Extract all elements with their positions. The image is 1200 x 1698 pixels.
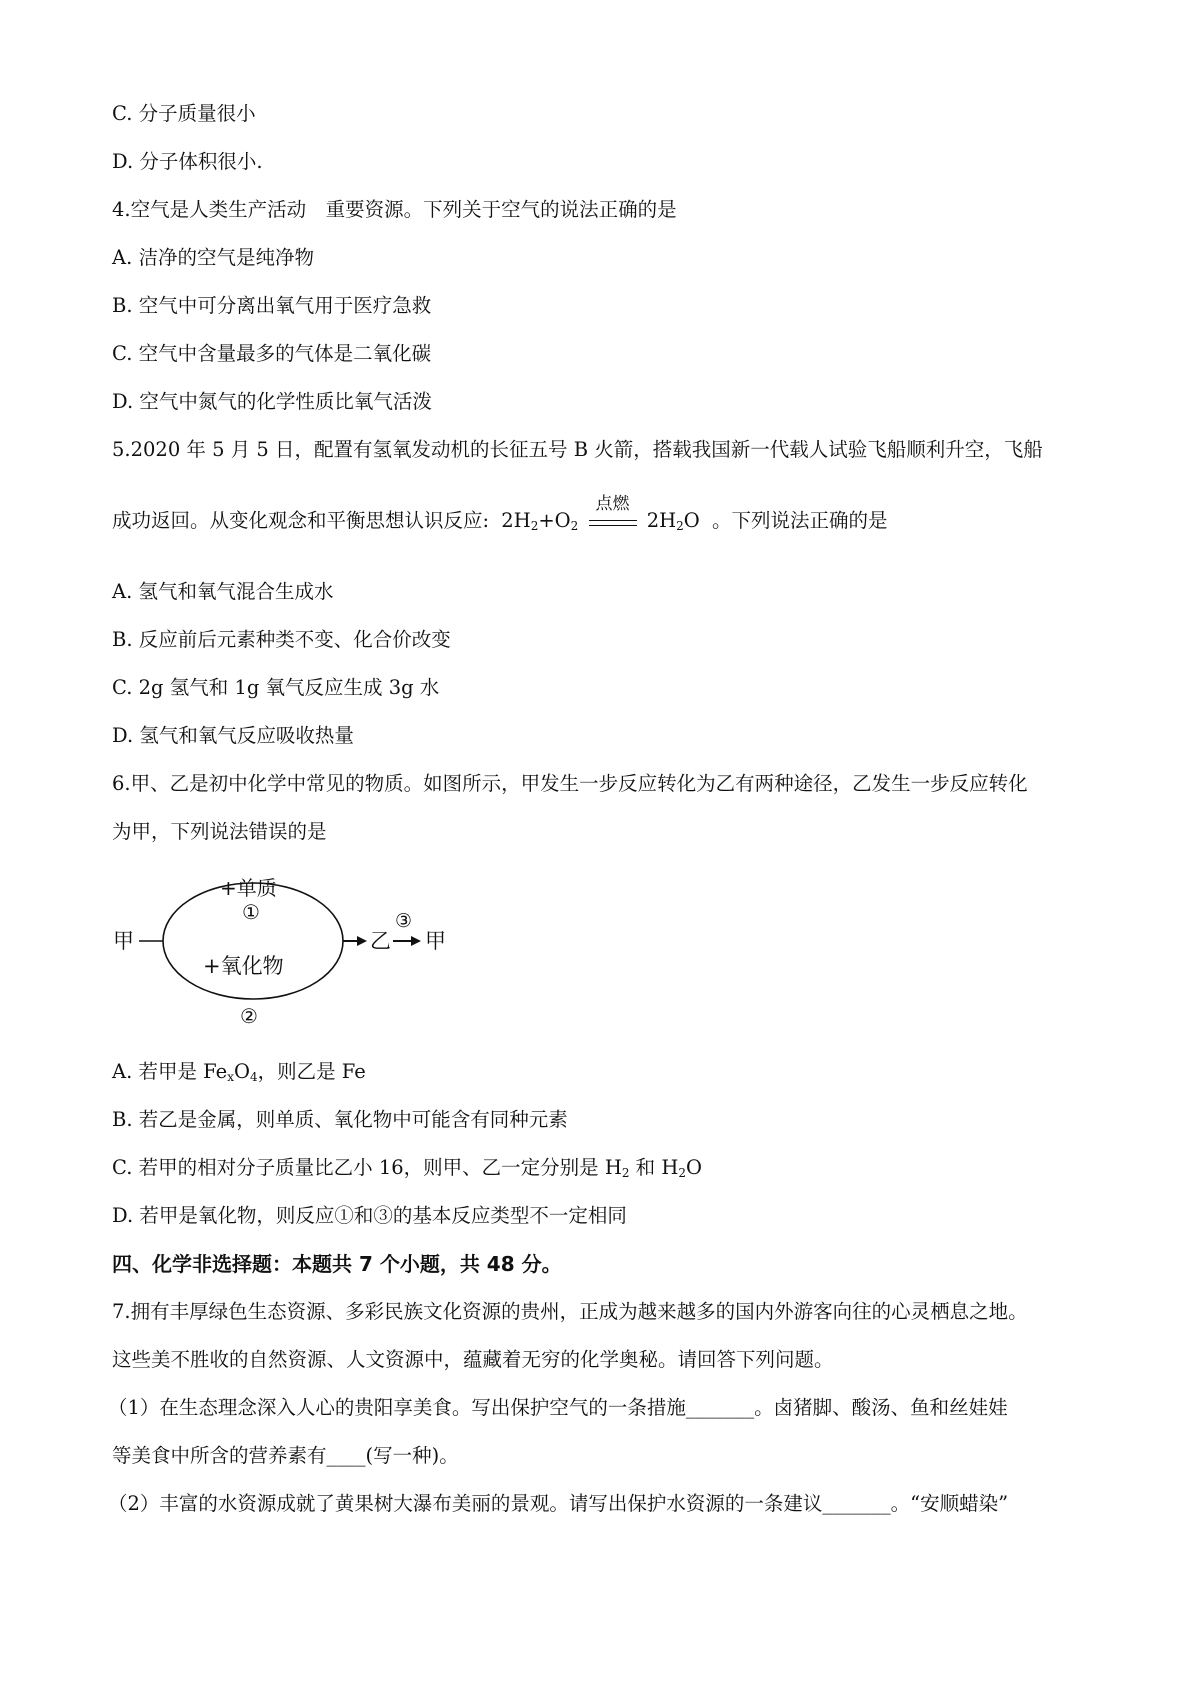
diagram-inner-label: +氧化物 <box>203 954 284 978</box>
diagram-bottom-number: ② <box>240 1004 258 1028</box>
q4-option-a: A. 洁净的空气是纯净物 <box>112 246 314 269</box>
q6-stem-line1: 6.甲、乙是初中化学中常见的物质。如图所示，甲发生一步反应转化为乙有两种途径，乙发生一步反应转化 <box>112 772 1028 795</box>
q5-stem-suffix: 。下列说法正确的是 <box>711 509 888 532</box>
diagram-step3: ③ <box>395 910 413 932</box>
q6-a-suffix: ，则乙是 Fe <box>257 1060 366 1083</box>
q6-a-prefix: A. 若甲是 Fe <box>112 1060 228 1083</box>
eq-product: 2H <box>646 509 677 532</box>
eq-reactant-o: +O <box>538 509 571 532</box>
q5-option-d: D. 氢气和氧气反应吸收热量 <box>112 724 354 747</box>
q6-c-mid: 和 H <box>629 1156 679 1179</box>
q5-stem-line2 <box>112 493 888 535</box>
reaction-condition: 点燃 <box>595 493 630 514</box>
diagram-start: 甲 <box>113 929 134 953</box>
q4-option-d: D. 空气中氮气的化学性质比氧气活泼 <box>112 390 432 413</box>
eq-sub: 2 <box>530 519 539 533</box>
q5-option-b: B. 反应前后元素种类不变、化合价改变 <box>112 628 451 651</box>
eq-reactant-h: 2H <box>501 509 531 532</box>
q5-stem-line1: 5.2020 年 5 月 5 日，配置有氢氧发动机的长征五号 B 火箭，搭载我国新一代载人试验飞船顺利升空，飞船 <box>112 438 1043 461</box>
q4-option-c: C. 空气中含量最多的气体是二氧化碳 <box>112 342 432 365</box>
q4-option-b: B. 空气中可分离出氧气用于医疗急救 <box>112 294 432 317</box>
q7-part1-line1: （1）在生态理念深入人心的贵阳享美食。写出保护空气的一条措施_______。卤猪脚、酸汤、鱼和丝娃娃 <box>108 1396 1008 1419</box>
q6-option-a <box>112 1058 366 1086</box>
q6-a-mid: O <box>233 1060 250 1083</box>
q6-option-c <box>112 1154 702 1182</box>
q6-stem-line2: 为甲，下列说法错误的是 <box>112 820 327 843</box>
section-heading: 四、化学非选择题：本题共 7 个小题，共 48 分。 <box>112 1252 562 1276</box>
q5-stem-prefix: 成功返回。从变化观念和平衡思想认识反应: <box>112 509 496 532</box>
eq-sub: 2 <box>570 519 579 533</box>
q7-part1-line2: 等美食中所含的营养素有____(写一种)。 <box>112 1444 459 1467</box>
q3-option-d: D. 分子体积很小. <box>112 150 263 173</box>
diagram-top-number: ① <box>242 900 260 924</box>
diagram-top-label: +单质 <box>220 876 277 900</box>
q6-option-b: B. 若乙是金属，则单质、氧化物中可能含有同种元素 <box>112 1108 568 1131</box>
q6-c-suffix: O <box>686 1156 703 1179</box>
q4-stem: 4.空气是人类生产活动 重要资源。下列关于空气的说法正确的是 <box>112 198 677 221</box>
q3-option-c: C. 分子质量很小 <box>112 102 256 125</box>
q6-a-sub-4: 4 <box>249 1070 258 1084</box>
reaction-arrow <box>589 493 637 532</box>
q5-option-a: A. 氢气和氧气混合生成水 <box>112 580 334 603</box>
diagram-end: 甲 <box>425 929 446 953</box>
double-line <box>589 520 637 526</box>
q7-line2: 这些美不胜收的自然资源、人文资源中，蕴藏着无穷的化学奥秘。请回答下列问题。 <box>112 1348 834 1371</box>
q6-option-d: D. 若甲是氧化物，则反应①和③的基本反应类型不一定相同 <box>112 1204 627 1227</box>
q7-line1: 7.拥有丰厚绿色生态资源、多彩民族文化资源的贵州，正成为越来越多的国内外游客向往的心灵栖息之地。 <box>112 1300 1028 1323</box>
q6-a-sub-x: x <box>227 1070 234 1084</box>
q6-c-sub1: 2 <box>621 1166 630 1180</box>
eq-product-o: O <box>683 509 700 532</box>
conversion-diagram <box>105 865 505 1045</box>
diagram-middle: 乙 <box>370 929 391 953</box>
q6-c-sub2: 2 <box>678 1166 687 1180</box>
q5-option-c: C. 2g 氢气和 1g 氧气反应生成 3g 水 <box>112 676 440 699</box>
q7-part2-line1: （2）丰富的水资源成就了黄果树大瀑布美丽的景观。请写出保护水资源的一条建议_______。“安顺蜡染” <box>108 1492 1009 1515</box>
eq-sub: 2 <box>676 519 684 533</box>
reaction-equation <box>501 493 700 535</box>
q6-c-prefix: C. 若甲的相对分子质量比乙小 16，则甲、乙一定分别是 H <box>112 1156 622 1179</box>
